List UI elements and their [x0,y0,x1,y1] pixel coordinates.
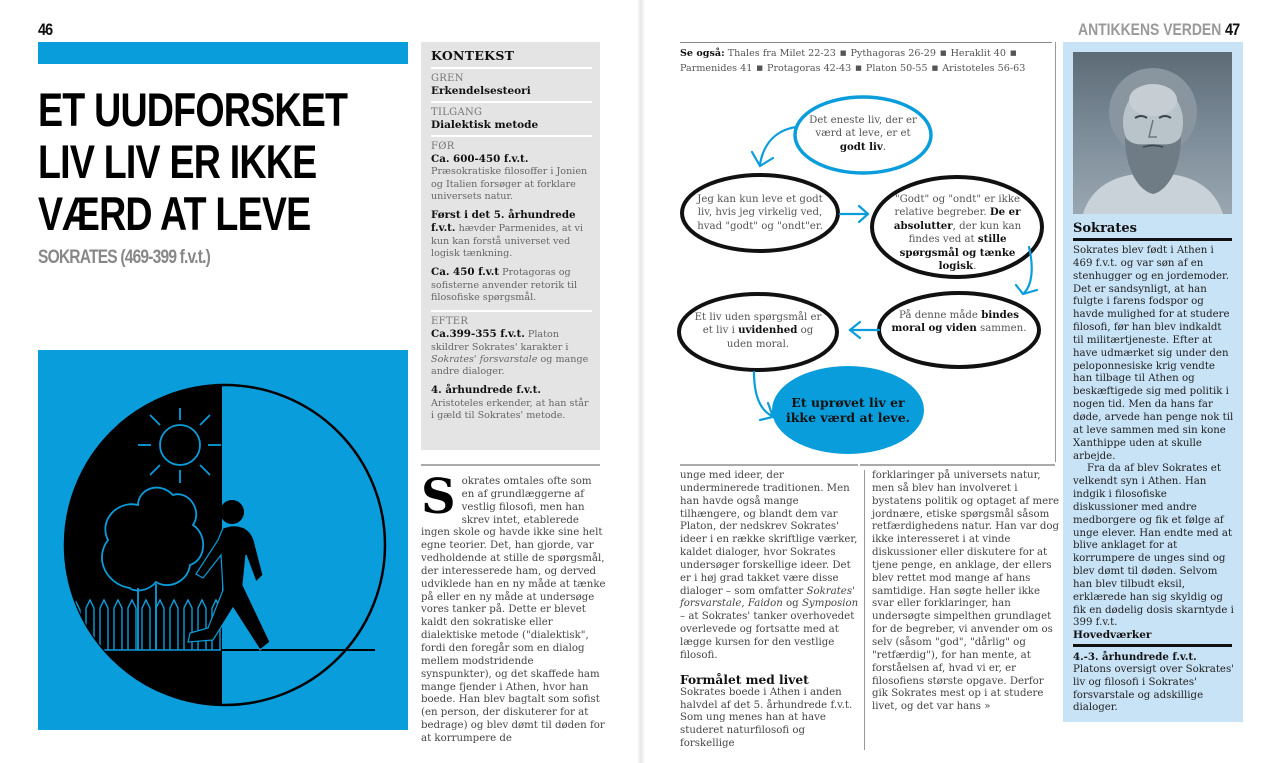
node-text-run: . [973,261,977,273]
emphasis-text: bindes moral og viden [891,309,1019,335]
arrow-top-to-left1 [760,127,796,164]
bullet-icon: ■ [931,64,939,72]
body-column-3 [872,470,1060,714]
node-text-final: Et uprøvet liv er ikke værd at leve. [786,395,910,425]
node-text-run: Det eneste liv, der er værd at leve, er et [809,115,917,140]
section-heading: Formålet med livet [680,672,809,687]
see-also-item[interactable]: Thales fra Milet 22-23 [727,48,836,59]
emphasis-text: stille spørgsmål og tænke logisk [899,233,1016,273]
node-text-run: . [882,141,887,153]
see-also-item[interactable]: Parmenides 41 [680,63,753,74]
column-divider [864,470,865,750]
socrates-portrait [1073,52,1232,214]
timeline-entry [431,328,592,378]
node-text-run: På denne måde [899,310,982,321]
timeline-text: Præsokratiske filosoffer i Jonien og Italien forsøger at forklare universets natur. [431,166,588,202]
timeline-date: 4. århundrede f.v.t. [431,384,541,397]
body-text: – at Sokrates' tanker overhovedet overlevede og fortsatte med at lægge kursen for den vestlige filosofi. [680,611,855,661]
work-title: Symposion [801,598,859,610]
bullet-icon: ■ [756,64,763,72]
timeline-date: Ca. 600-450 f.v.t. [431,153,529,165]
divider [431,135,592,137]
timeline-date: Ca.399-355 f.v.t. [431,328,525,341]
separator: og [782,598,802,610]
bullet-icon: ■ [855,64,862,72]
biography-paragraph: Fra da af blev Sokrates et velkendt syn i Athen. Han indgik i filosofiske diskussioner med andre medborgere og fik et følge af unge elever. Han endte med at blive anklaget for at korrumpere de unges sind og blev dømt til døden. Selvom han blev tilbudt eksil, erklærede han sig skyldig og fik en dødelig dosis skarntyde i 399 f.v.t. [1073,463,1234,629]
see-also-item[interactable]: Aristoteles 56-63 [942,63,1026,74]
context-value-approach: Dialektisk metode [431,119,539,131]
column-rule [860,464,1055,466]
timeline-text: og mange andre dialoger. [431,353,589,378]
divider [1073,644,1232,647]
node-text-run: "Godt" og "ondt" er ikke relative begreber. [894,194,1021,219]
work-description: Platons oversigt over Sokrates' liv og filosofi i Sokrates' forsvarstale og adskillige dialoger. [1073,663,1234,714]
context-label-after: EFTER [431,316,469,328]
see-also-item[interactable]: Protagoras 42-43 [766,63,852,74]
divider [1073,238,1232,241]
body-text: forklaringer på universets natur, men så blev han involveret i bystatens politik og optaget af mere jordnære, etiske spørgsmål såsom retfærdighedens natur. Han var dog ikke interesseret i at vinde diskussioner eller diskutere for at tjene penge, en anklage, der ellers blev rettet mod mange af hans samtidige. Han søgte heller ikke svar eller forklaringer, han undersøgte simpelthen grundlaget for de begreber, vi anvender om os selv (såsom "god", "dårlig" og "retfærdig"), for han mente, at forståelsen af, hvad vi er, er filosofiens største opgave. Derfor gik Sokrates mest op i at studere livet, og det var hans » [872,470,1060,713]
separator: , [741,598,748,610]
node-text-run: sammen. [976,323,1027,335]
timeline-text: Protagoras og sofisterne anvender retorik til filosofiske spørgsmål. [431,267,578,303]
work-title: Faidon [747,598,783,610]
see-also-item[interactable]: Pythagoras 26-29 [850,48,936,59]
bullet-icon: ■ [939,49,947,57]
node-text-run: Jeg kan kun leve et godt liv, hvis jeg virkelig ved, hvad "godt" og "ondt"er. [697,194,823,232]
timeline-entry [431,384,592,422]
headline-line: ET UUDFORSKET [38,83,348,136]
see-also-item[interactable]: Heraklit 40 [950,48,1006,59]
context-label-approach: TILGANG [431,107,483,118]
page-headline [38,83,348,240]
divider [431,310,592,312]
header-color-bar [38,42,408,64]
page-number-left: 46 [38,20,53,39]
biography-name: Sokrates [1073,221,1137,236]
node-text-left2 [690,311,826,351]
context-label-branch: GREN [431,73,464,84]
node-text-right1 [880,193,1035,273]
column-rule [680,464,858,466]
see-also-references [680,46,1055,76]
context-label-before: FØR [431,141,455,152]
context-title: KONTEKST [431,48,515,63]
bullet-icon: ■ [839,49,847,57]
biography-paragraph: Sokrates blev født i Athen i 469 f.v.t. og var søn af en stenhugger og en jordemoder. Det er sandsynligt, at han fulgte i farens fodspor og havde mulighed for at studere filosofi, før han blev indkaldt til militærtjeneste. Efter at have udmærket sig under den peloponnesiske krig vendte han tilbage til Athen og beskæftigede sig med politik i nogen tid. Men da hans far døde, arvede han penge nok til at leve sammen med sin kone Xanthippe uden at skulle arbejde. [1073,245,1234,462]
divider [431,67,592,69]
timeline-entry [431,266,592,304]
emphasis-text: godt liv [839,140,883,153]
column-rule [421,464,600,466]
running-head: ANTIKKENS VERDEN [1078,20,1222,39]
timeline-entry [431,209,592,260]
major-works-title: Hovedværker [1073,629,1152,641]
body-text: Sokrates boede i Athen i anden halvdel af det 5. århundrede f.v.t. Som ung menes han at have studeret naturfilosofi og forskellige [680,686,853,750]
major-works-list [1073,651,1238,715]
work-date: 4.-3. århundrede f.v.t. [1073,651,1197,663]
node-text-right2 [884,309,1034,336]
node-text-left1 [690,193,830,233]
walking-man-illustration [38,350,408,730]
see-also-rule [680,42,1052,43]
node-text-run: , der kun kan findes ved at [908,220,1022,246]
headline-line: LIV LIV ER IKKE [38,135,317,188]
timeline-date: Først i det 5. århundrede f.v.t. [431,209,576,235]
headline-line: VÆRD AT LEVE [38,187,311,240]
work-title: Sokrates' forsvarstale [680,585,855,610]
context-box [421,42,600,450]
context-value-branch: Erkendelsesteori [431,85,531,97]
body-text: okrates omtales ofte som en af grundlæggerne af vestlig filosofi, men han skrev intet, etablerede ingen skole og havde ikke sine helt egne teorier. Det, han gjorde, var vedholdende at stille de spørgsmål, der interesserede ham, og derved udviklede han en ny måde at tænke på eller en ny måde at undersøge vores tanker på. Dette er blevet kaldt den sokratiske eller dialektiske metode ("dialektisk", fordi den foregår som en dialog mellem modstridende synspunkter), og det skaffede ham mange fjender i Athen, hvor han boede. Han blev bagtalt som sofist (en person, der diskuterer for at bedrage) og blev dømt til døden for at korrumpere de [421,476,606,744]
divider [431,101,592,103]
work-title: Sokrates' forsvarstale [431,353,538,365]
timeline-text: hævder Parmenides, at vi kun kan forstå universet ved logisk tænkning. [431,223,583,260]
body-column-2 [680,470,860,751]
argument-flow-diagram [672,90,1057,460]
body-column-1 [421,469,606,746]
page-number-right: 47 [1225,20,1240,39]
body-text: unge med ideer, der underminerede traditionen. Men han havde også mange tilhængere, og blandt dem var Platon, der nedskrev Sokrates' ideer i en række skriftlige værker, kaldet dialoger, hvor Sokrates undersøger forskellige ideer. Det er i høj grad takket være disse dialoger – som omfatter [680,470,858,597]
node-text-run: Et liv uden spørgsmål er et liv i [694,312,822,337]
see-also-label: Se også: [680,48,725,59]
node-text-top [804,114,922,154]
book-gutter [637,0,645,763]
emphasis-text: De er absolutter [893,206,1021,232]
see-also-item[interactable]: Platon 50-55 [865,63,928,74]
timeline-text: Aristoteles erkender, at han står i gæld til Sokrates' metode. [431,397,589,422]
bullet-icon: ■ [1009,49,1017,57]
timeline-text: Platon skildrer Sokrates' karakter i [431,329,569,353]
node-text-run: og uden moral. [726,325,814,350]
drop-cap: S [421,469,456,525]
timeline-date: Ca. 450 f.v.t [431,266,500,279]
timeline-entry [431,153,592,203]
biography-text [1073,245,1235,630]
headline-subtitle: SOKRATES (469-399 f.v.t.) [38,247,210,268]
emphasis-text: uvidenhed [738,324,798,337]
